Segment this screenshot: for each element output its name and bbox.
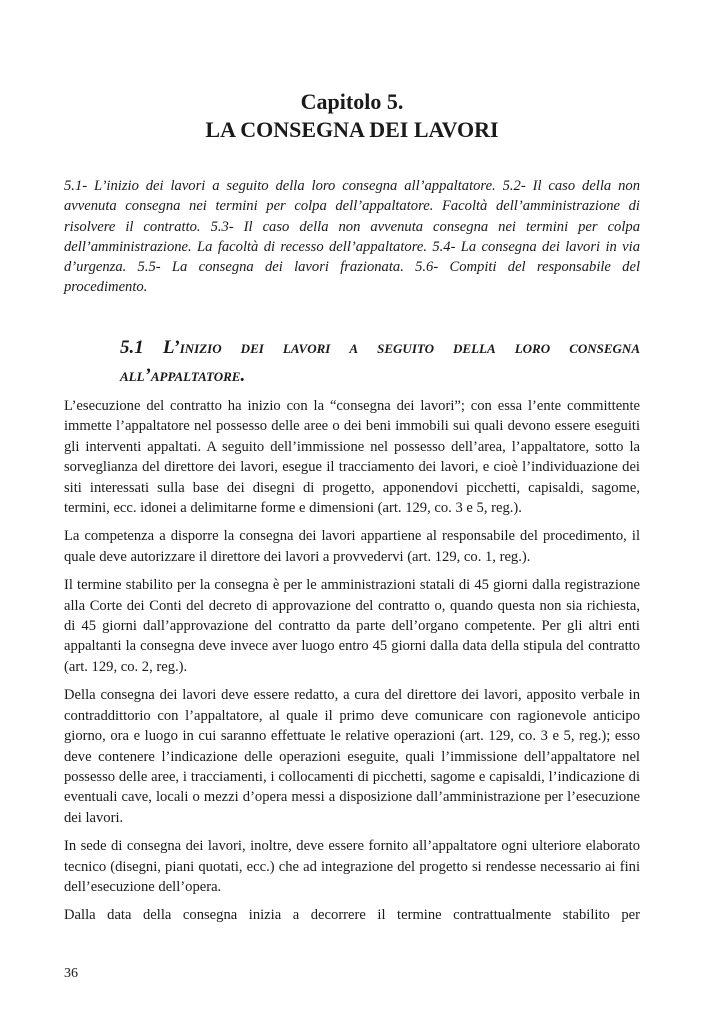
chapter-summary: 5.1- L’inizio dei lavori a seguito della loro consegna all’appaltatore. 5.2- Il caso della non avvenuta consegna nei termini per colpa dell’appaltatore. Facoltà dell’amministrazione di risolvere il contratto. 5.3- Il caso della non avvenuta consegna nei termini per colpa dell’amministrazione. La facoltà di recesso dell’appaltatore. 5.4- La consegna dei lavori in via d’urgenza. 5.5- La consegna dei lavori frazionata. 5.6- Compiti del responsabile del procedimento. (64, 178, 640, 296)
chapter-number: Capitolo 5. (300, 89, 404, 114)
page-number: 36 (64, 966, 78, 981)
chapter-title: LA CONSEGNA DEI LAVORI (205, 117, 499, 142)
chapter-header (0, 88, 704, 144)
section-heading: 5.1 L’inizio dei lavori a seguito della loro consegna all’appaltatore. (120, 337, 640, 386)
paragraph: In sede di consegna dei lavori, inoltre, deve essere fornito all’appaltatore ogni ulteriore elaborato tecnico (disegni, piani quotati, ecc.) che ad integrazione del progetto si rendesse necessario ai fini dell’esecuzione dell’opera. (64, 838, 640, 895)
paragraph: L’esecuzione del contratto ha inizio con la “consegna dei lavori”; con essa l’ente committente immette l’appaltatore nel possesso delle aree o dei beni immobili sui quali devono essere eseguiti gli interventi appaltati. A seguito dell’immissione nel possesso dell’area, l’appaltatore, sotto la sorveglianza del direttore dei lavori, esegue il tracciamento dei lavori, e cioè l’individuazione dei siti interessati sulla base dei disegni di progetto, apponendovi picchetti, capisaldi, sagome, termini, ecc. idonei a delimitarne forme e dimensioni (art. 129, co. 3 e 5, reg.). (64, 398, 640, 517)
paragraph: Il termine stabilito per la consegna è per le amministrazioni statali di 45 giorni dalla registrazione alla Corte dei Conti del decreto di approvazione del contratto o, quando questa non sia richiesta, di 45 giorni dall’approvazione del contratto da parte dell’organo competente. Per gli altri enti appaltanti la consegna deve invece aver luogo entro 45 giorni dalla data della stipula del contratto (art. 129, co. 2, reg.). (64, 577, 640, 675)
paragraph: Dalla data della consegna inizia a decorrere il termine contrattualmente stabilito per (64, 907, 640, 924)
body-text (64, 396, 640, 934)
paragraph: Della consegna dei lavori deve essere redatto, a cura del direttore dei lavori, apposito verbale in contraddittorio con l’appaltatore, al quale il primo deve comunicare con ragionevole anticipo giorno, ora e luogo in cui saranno effettuate le relative operazioni (art. 129, co. 3 e 5, reg.); esso deve contenere l’indicazione delle operazioni eseguite, quali l’immissione dell’appaltatore nel possesso delle aree, i tracciamenti, i collocamenti di picchetti, sagome e capisaldi, l’indicazione di eventuali cave, locali o mezzi d’opera messi a disposizione dall’amministrazione per l’esecuzione dei lavori. (64, 687, 640, 826)
paragraph: La competenza a disporre la consegna dei lavori appartiene al responsabile del procedimento, il quale deve autorizzare il direttore dei lavori a provvedervi (art. 129, co. 1, reg.). (64, 528, 640, 565)
